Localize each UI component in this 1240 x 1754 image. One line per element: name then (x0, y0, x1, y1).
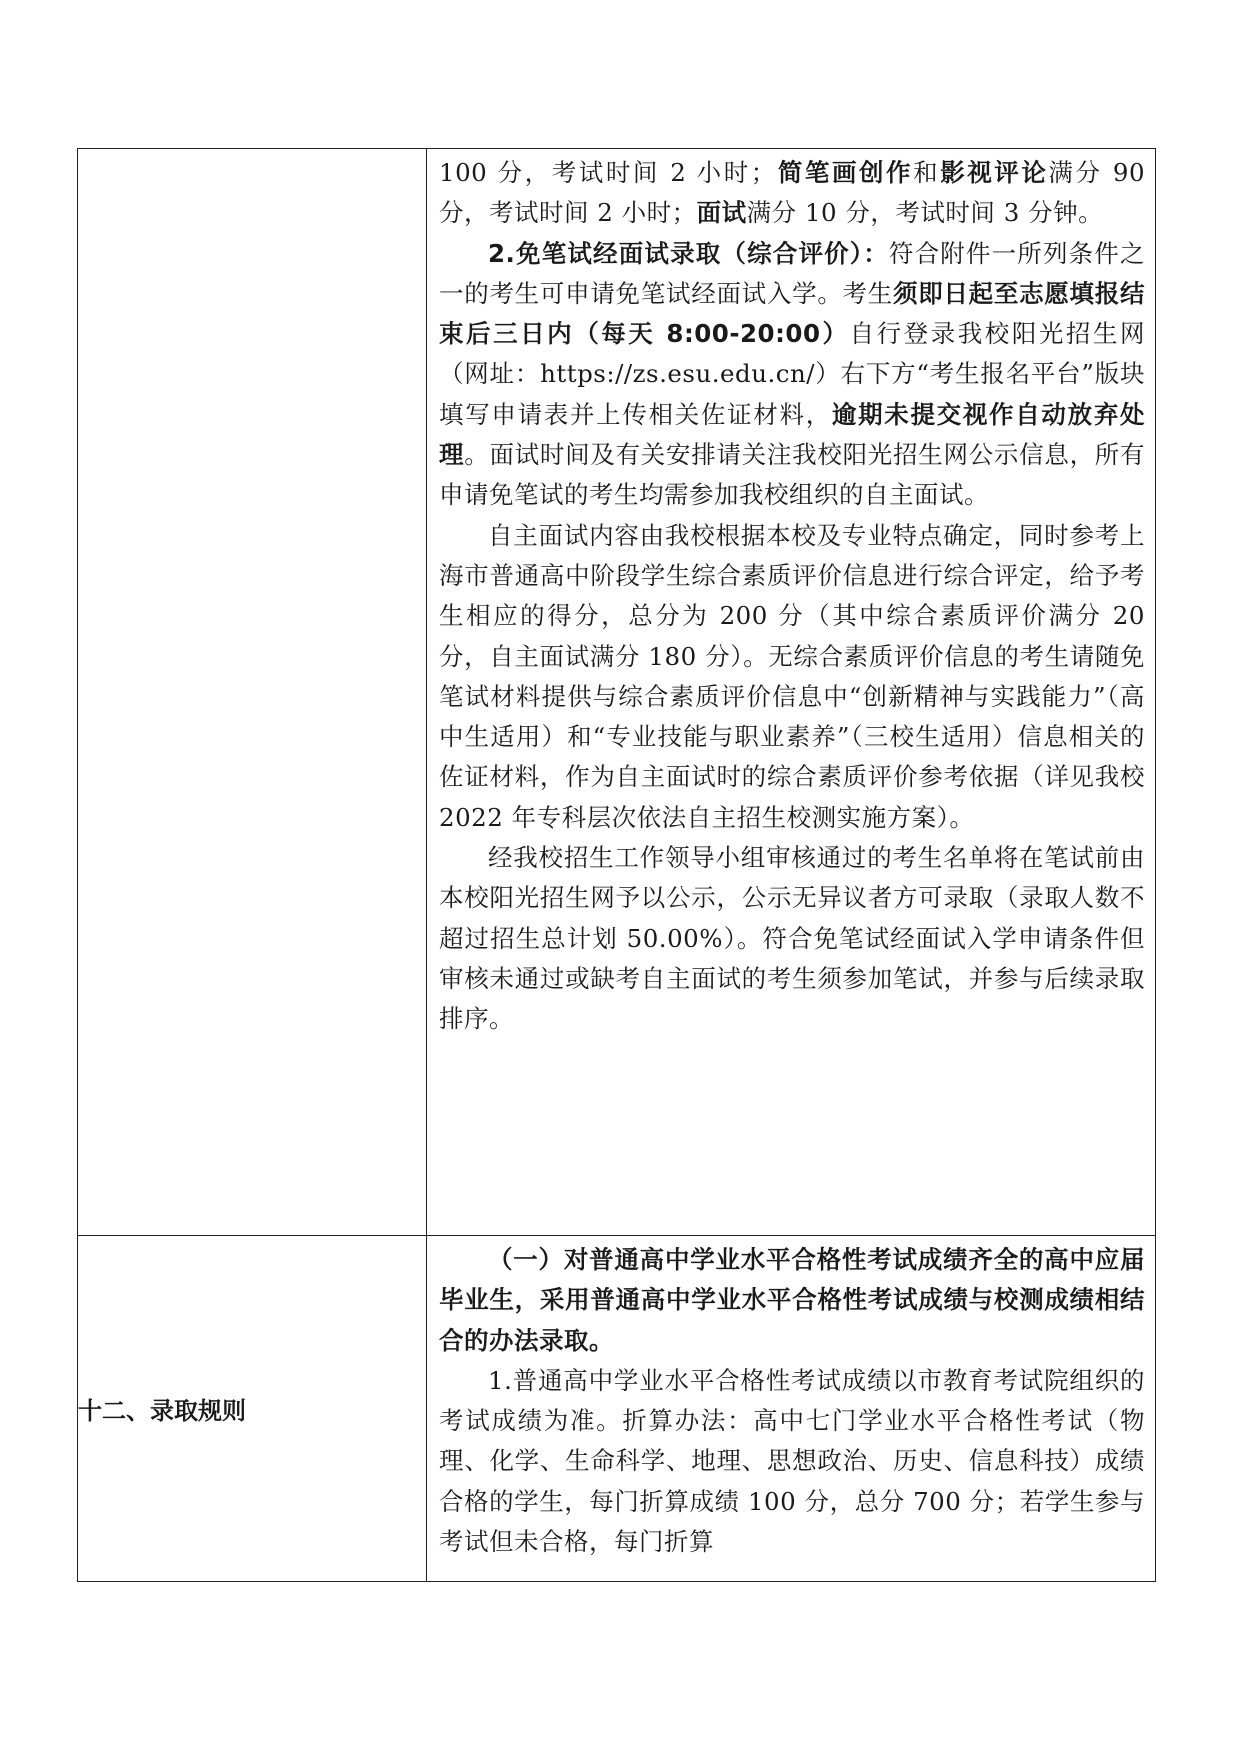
paragraph: 1.普通高中学业水平合格性考试成绩以市教育考试院组织的考试成绩为准。折算办法：高中七门学业水平合格性考试（物理、化学、生命科学、地理、思想政治、历史、信息科技）成绩合格的学生，每门折算成绩 100 分，总分 700 分；若学生参与考试但未合格，每门折算 (439, 1365, 1145, 1557)
table-row (78, 149, 1156, 1236)
bold-heading: 2.免笔试经面试录取（综合评价）： (488, 238, 889, 268)
text-span: 和 (913, 158, 941, 187)
admissions-table (77, 148, 1156, 1582)
text-span: 100 分，考试时间 2 小时； (439, 158, 776, 187)
table-row (78, 1236, 1156, 1582)
text-span: 。面试时间及有关安排请关注我校阳光招生网公示信息，所有申请免笔试的考生均需参加我校组织的自主面试。 (439, 440, 1146, 510)
paragraph (439, 153, 1145, 234)
text-span: 自行登录我校阳光招生网（网址：https://zs.esu.edu.cn/）右下方“考生报名平台”版块填写申请表并上传相关佐证材料， (439, 319, 1146, 429)
text-span: 满分 10 分，考试时间 3 分钟。 (746, 198, 1104, 228)
row-label: 十二、录取规则 (78, 1236, 427, 1582)
row-label (78, 149, 427, 1236)
bold-paragraph: （一）对普通高中学业水平合格性考试成绩齐全的高中应届毕业生，采用普通高中学业水平合格性考试成绩与校测成绩相结合的办法录取。 (439, 1245, 1145, 1355)
text-span: 满分 90 分，考试时间 2 小时； (439, 158, 1146, 228)
row-content (427, 149, 1156, 1236)
bold-text: 影视评论 (940, 158, 1049, 187)
bold-text: 须即日起至志愿填报结束后三日内（每天 8:00-20:00） (439, 278, 1145, 349)
paragraph: 经我校招生工作领导小组审核通过的考生名单将在笔试前由本校阳光招生网予以公示，公示无异议者方可录取（录取人数不超过招生总计划 50.00%）。符合免笔试经面试入学申请条件但审核未通过或缺考自主面试的考生须参加笔试，并参与后续录取排序。 (439, 843, 1145, 1034)
text-span: 符合附件一所列条件之一的考生可申请免笔试经面试入学。考生 (439, 238, 1146, 308)
paragraph: 自主面试内容由我校根据本校及专业特点确定，同时参考上海市普通高中阶段学生综合素质评价信息进行综合评定，给予考生相应的得分，总分为 200 分（其中综合素质评价满分 20 分，自主面试满分 180 分）。无综合素质评价信息的考生请随免笔试材料提供与综合素质评价信息中“创新精神与实践能力”（高中生适用）和“专业技能与职业素养”（三校生适用）信息相关的佐证材料，作为自主面试时的综合素质评价参考依据（详见我校 2022 年专科层次依法自主招生校测实施方案）。 (439, 520, 1145, 832)
bold-text: 面试 (696, 198, 747, 228)
paragraph (439, 234, 1145, 516)
bold-text: 逾期未提交视作自动放弃处理 (439, 399, 1146, 470)
bold-text: 简笔画创作 (775, 158, 914, 187)
row-content (427, 1236, 1156, 1582)
